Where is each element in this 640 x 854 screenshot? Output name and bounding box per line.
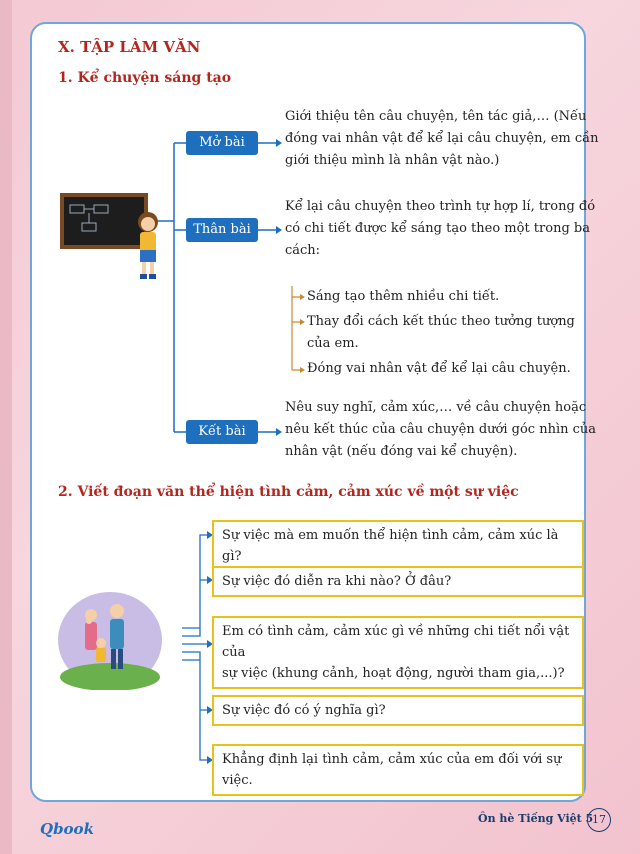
question-box-3 <box>212 616 584 689</box>
option-item: Thay đổi cách kết thúc theo tưởng tượng <box>307 314 575 329</box>
mo-bai-line: đóng vai nhân vật để kể lại câu chuyện, em cần <box>285 131 599 146</box>
question-box-5: Khẳng định lại tình cảm, cảm xúc của em đối với sự việc. <box>212 744 584 796</box>
ket-bai-line: nhân vật (nếu đóng vai kể chuyện). <box>285 444 518 459</box>
option-item-continuation: của em. <box>307 336 359 351</box>
girl-illustration <box>130 210 166 282</box>
ket-bai-label: Kết bài <box>186 420 258 444</box>
question-box-3-line: sự việc (khung cảnh, hoạt động, người tham gia,...)? <box>222 666 565 681</box>
option-item: Sáng tạo thêm nhiều chi tiết. <box>307 289 500 304</box>
than-bai-line: Kể lại câu chuyện theo trình tự hợp lí, trong đó <box>285 199 596 214</box>
question-box-4: Sự việc đó có ý nghĩa gì? <box>212 695 584 726</box>
ket-bai-line: nêu kết thúc của câu chuyện dưới góc nhìn của <box>285 422 597 437</box>
than-bai-line: có chi tiết được kể sáng tạo theo một trong ba <box>285 221 590 236</box>
than-bai-line: cách: <box>285 243 321 258</box>
page-number: 17 <box>587 808 611 832</box>
mo-bai-text <box>285 106 598 172</box>
than-bai-label: Thân bài <box>186 218 258 242</box>
question-box-1: Sự việc mà em muốn thể hiện tình cảm, cảm xúc là gì? <box>212 520 584 572</box>
option-item: Đóng vai nhân vật để kể lại câu chuyện. <box>307 361 571 376</box>
mo-bai-label: Mở bài <box>186 131 258 155</box>
mo-bai-line: giới thiệu mình là nhân vật nào.) <box>285 153 500 168</box>
question-box-2: Sự việc đó diễn ra khi nào? Ở đâu? <box>212 566 584 597</box>
family-illustration <box>55 585 165 690</box>
ket-bai-text <box>285 397 596 463</box>
than-bai-text <box>285 196 595 262</box>
ket-bai-line: Nêu suy nghĩ, cảm xúc,… về câu chuyện hoặc <box>285 400 587 415</box>
than-bai-options <box>307 286 575 380</box>
question-box-3-line: Em có tình cảm, cảm xúc gì về những chi tiết nổi vật của <box>222 624 570 660</box>
publisher-logo: Qbook <box>40 820 94 838</box>
part2-title: 2. Viết đoạn văn thể hiện tình cảm, cảm xúc về một sự việc <box>58 484 519 500</box>
section-title: X. TẬP LÀM VĂN <box>58 38 201 56</box>
mo-bai-line: Giới thiệu tên câu chuyện, tên tác giả,… (Nếu <box>285 109 587 124</box>
book-title: Ôn hè Tiếng Việt 5 <box>478 812 594 825</box>
part1-title: 1. Kể chuyện sáng tạo <box>58 70 232 86</box>
